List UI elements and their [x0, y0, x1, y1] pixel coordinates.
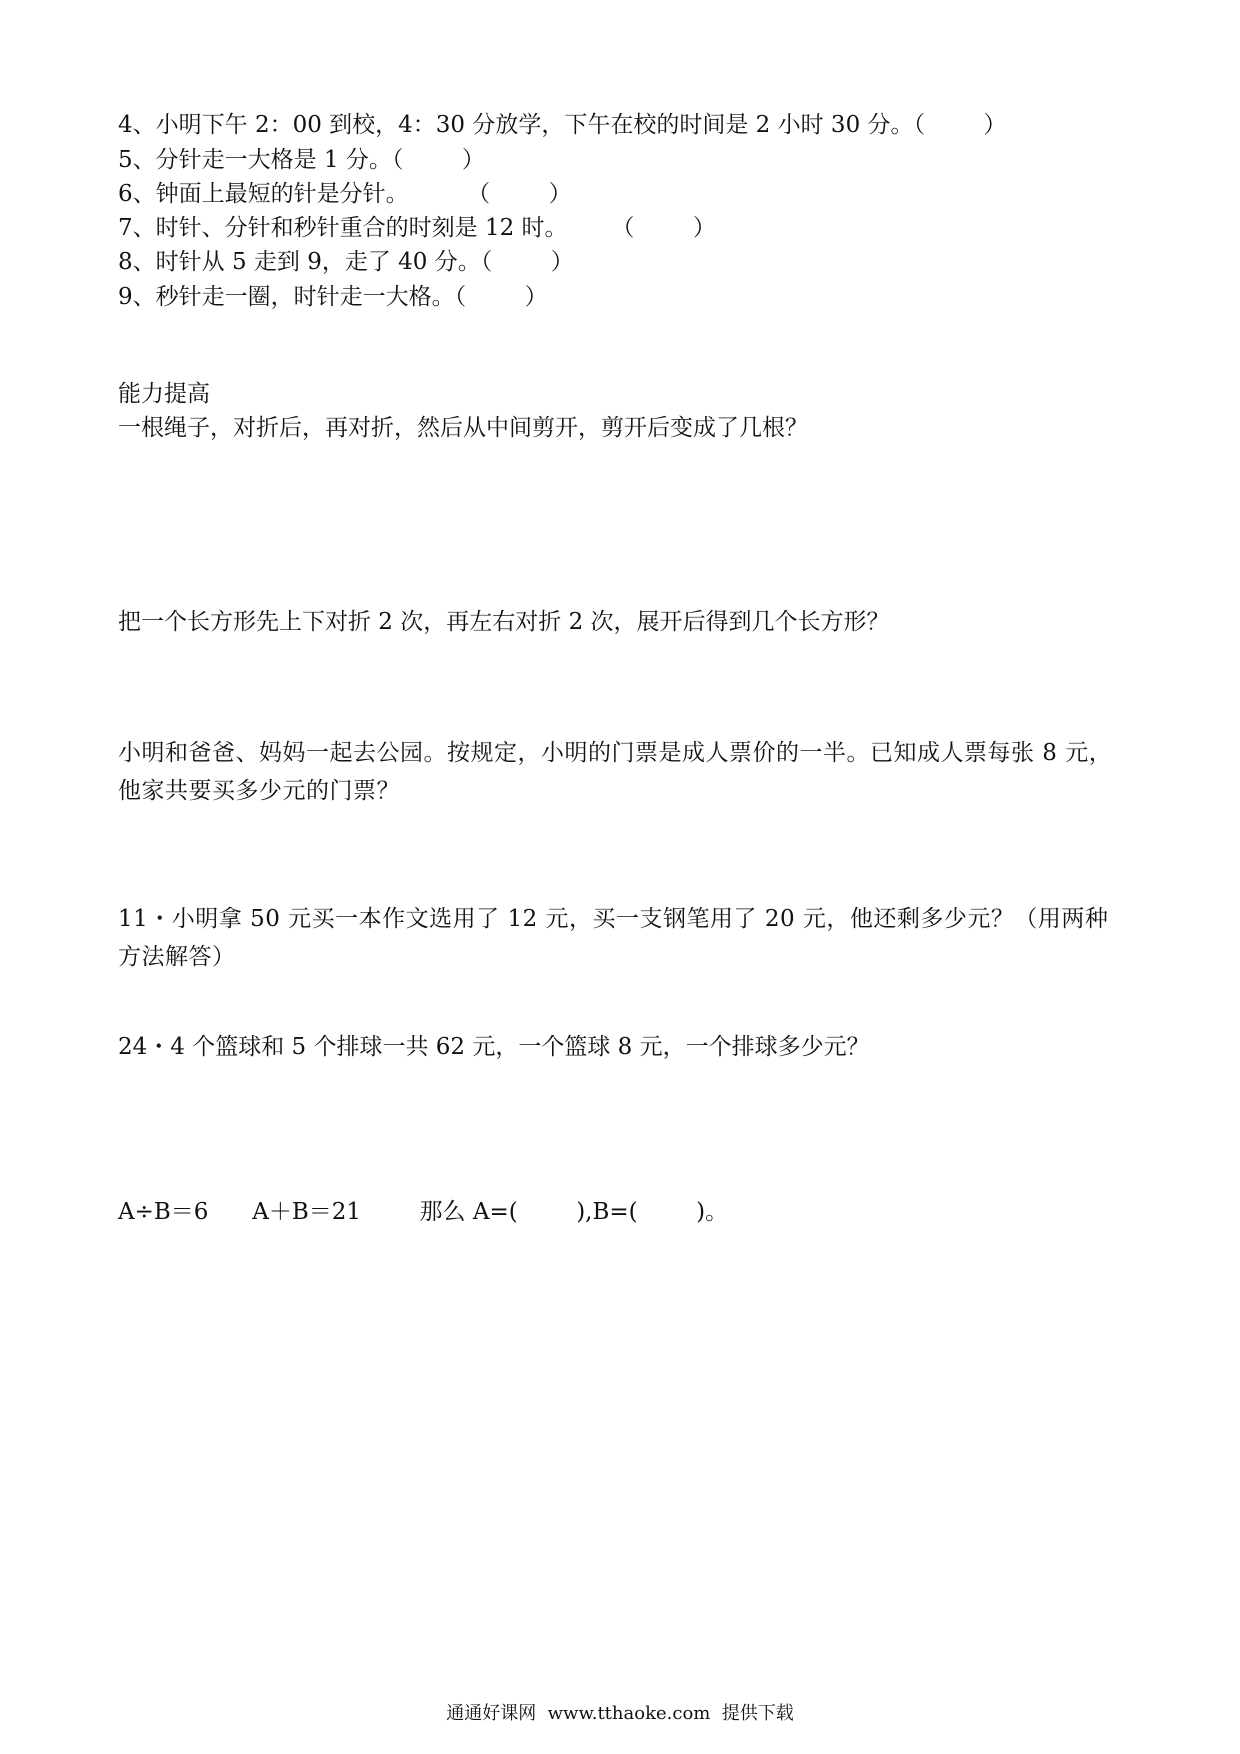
problem-balls: 24・4 个篮球和 5 个排球一共 62 元，一个篮球 8 元，一个排球多少元？	[118, 1034, 870, 1060]
judgement-item: 6、钟面上最短的针是分针。 （ ）	[118, 181, 572, 207]
judgement-item: 8、时针从 5 走到 9，走了 40 分。（ ）	[118, 249, 574, 275]
judgement-item: 5、分针走一大格是 1 分。（ ）	[118, 147, 485, 173]
judgement-item: 4、小明下午 2：00 到校，4：30 分放学，下午在校的时间是 2 小时 30 分。（ ）	[118, 112, 1007, 138]
judgement-item: 7、时针、分针和秒针重合的时刻是 12 时。 （ ）	[118, 215, 716, 241]
problem-rope: 一根绳子，对折后，再对折，然后从中间剪开，剪开后变成了几根？	[118, 415, 808, 441]
footer: 通通好课网 www.tthaoke.com 提供下载	[446, 1703, 794, 1724]
problem-park-tickets: 小明和爸爸、妈妈一起去公园。按规定，小明的门票是成人票价的一半。已知成人票每张 8 元，他家共要买多少元的门票？	[118, 740, 1113, 804]
judgement-item: 9、秒针走一圈，时针走一大格。（ ）	[118, 284, 548, 310]
section-title: 能力提高	[118, 381, 210, 407]
problem-ab-equation: A÷B＝6 A＋B＝21 那么 A=( ),B=( )。	[118, 1199, 729, 1225]
problem-rectangle: 把一个长方形先上下对折 2 次，再左右对折 2 次，展开后得到几个长方形？	[118, 609, 890, 635]
problem-essay-pen: 11・小明拿 50 元买一本作文选用了 12 元，买一支钢笔用了 20 元，他还剩多少元？（用两种方法解答）	[118, 906, 1109, 970]
